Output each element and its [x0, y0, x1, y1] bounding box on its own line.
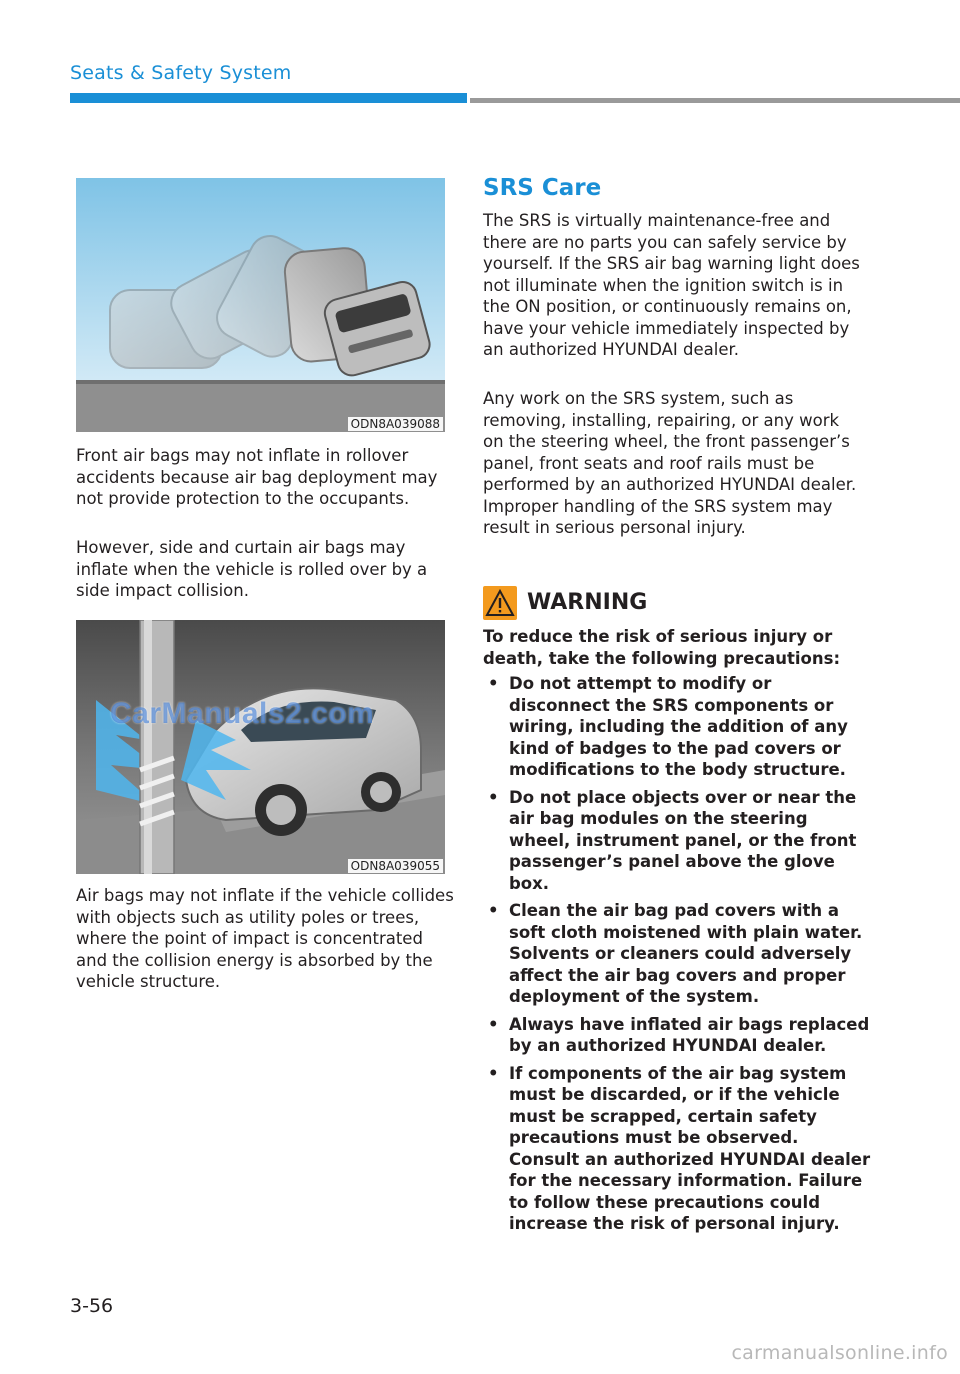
side-airbag-paragraph: However, side and curtain air bags may inflate when the vehicle is rolled over by a side impact collision. — [76, 538, 428, 600]
section-heading: SRS Care — [483, 175, 602, 201]
footer-site-link[interactable]: carmanualsonline.info — [731, 1342, 948, 1364]
bullet: • — [488, 674, 499, 693]
warning-triangle-icon — [483, 586, 517, 620]
rollover-paragraph: Front air bags may not inflate in rollover accidents because air bag deployment may not provide protection to the occupants. — [76, 446, 438, 508]
srs-care-paragraph: The SRS is virtually maintenance-free and there are no parts you can safely service by yourself. If the SRS air bag warning light does not illuminate when the ignition switch is in the ON position, or continuously remains on, have your vehicle immediately inspected by an authorized HYUNDAI dealer. — [483, 211, 860, 359]
list-item — [483, 673, 873, 781]
header-section-title: Seats & Safety System — [70, 62, 292, 84]
pole-collision-paragraph: Air bags may not inflate if the vehicle collides with objects such as utility poles or trees, where the point of impact is concentrated and the collision energy is absorbed by the vehicle structure. — [76, 886, 454, 991]
list-item-text: Do not attempt to modify or disconnect the SRS components or wiring, including the addition of any kind of badges to the pad covers or modifications to the body structure. — [509, 674, 848, 779]
warning-label: WARNING — [527, 590, 648, 615]
list-item-text: Clean the air bag pad covers with a soft cloth moistened with plain water. Solvents or cleaners could adversely affect the air bag covers and proper deployment of the system. — [509, 901, 863, 1006]
list-item — [483, 787, 873, 895]
srs-work-paragraph: Any work on the SRS system, such as removing, installing, repairing, or any work on the steering wheel, the front passenger’s panel, front seats and roof rails must be performed by an authorized HYUNDAI dealer. Improper handling of the SRS system may result in serious personal injury. — [483, 389, 857, 537]
pole-collision-figure — [76, 620, 445, 874]
bullet: • — [488, 787, 499, 807]
bullet: • — [488, 901, 499, 920]
bullet: • — [488, 1014, 499, 1034]
list-item — [483, 1063, 873, 1235]
warning-list — [483, 673, 873, 1241]
figure-code: ODN8A039088 — [348, 417, 443, 431]
bullet: • — [488, 1063, 499, 1083]
list-item — [483, 900, 873, 1008]
page-number: 3-56 — [70, 1295, 114, 1317]
list-item-text: Always have inflated air bags replaced by an authorized HYUNDAI dealer. — [509, 1014, 870, 1055]
watermark: CarManuals2.com — [110, 697, 375, 730]
list-item — [483, 1014, 873, 1057]
pole-collision-illustration — [76, 620, 445, 874]
list-item-text: If components of the air bag system must be discarded, or if the vehicle must be scrapped, certain safety precautions must be observed. Consult an authorized HYUNDAI dealer for the necessary information. Failure to follow these precautions could increase the risk of personal injury. — [509, 1063, 871, 1233]
list-item-text: Do not place objects over or near the air bag modules on the steering wheel, instrument panel, or the front passenger’s panel above the glove box. — [509, 787, 857, 893]
warning-intro: To reduce the risk of serious injury or death, take the following precautions: — [483, 627, 841, 668]
rollover-car-illustration — [76, 178, 445, 432]
rollover-figure — [76, 178, 445, 432]
header-rule-accent — [70, 93, 467, 103]
figure-code: ODN8A039055 — [348, 859, 443, 873]
header-rule — [470, 98, 960, 103]
